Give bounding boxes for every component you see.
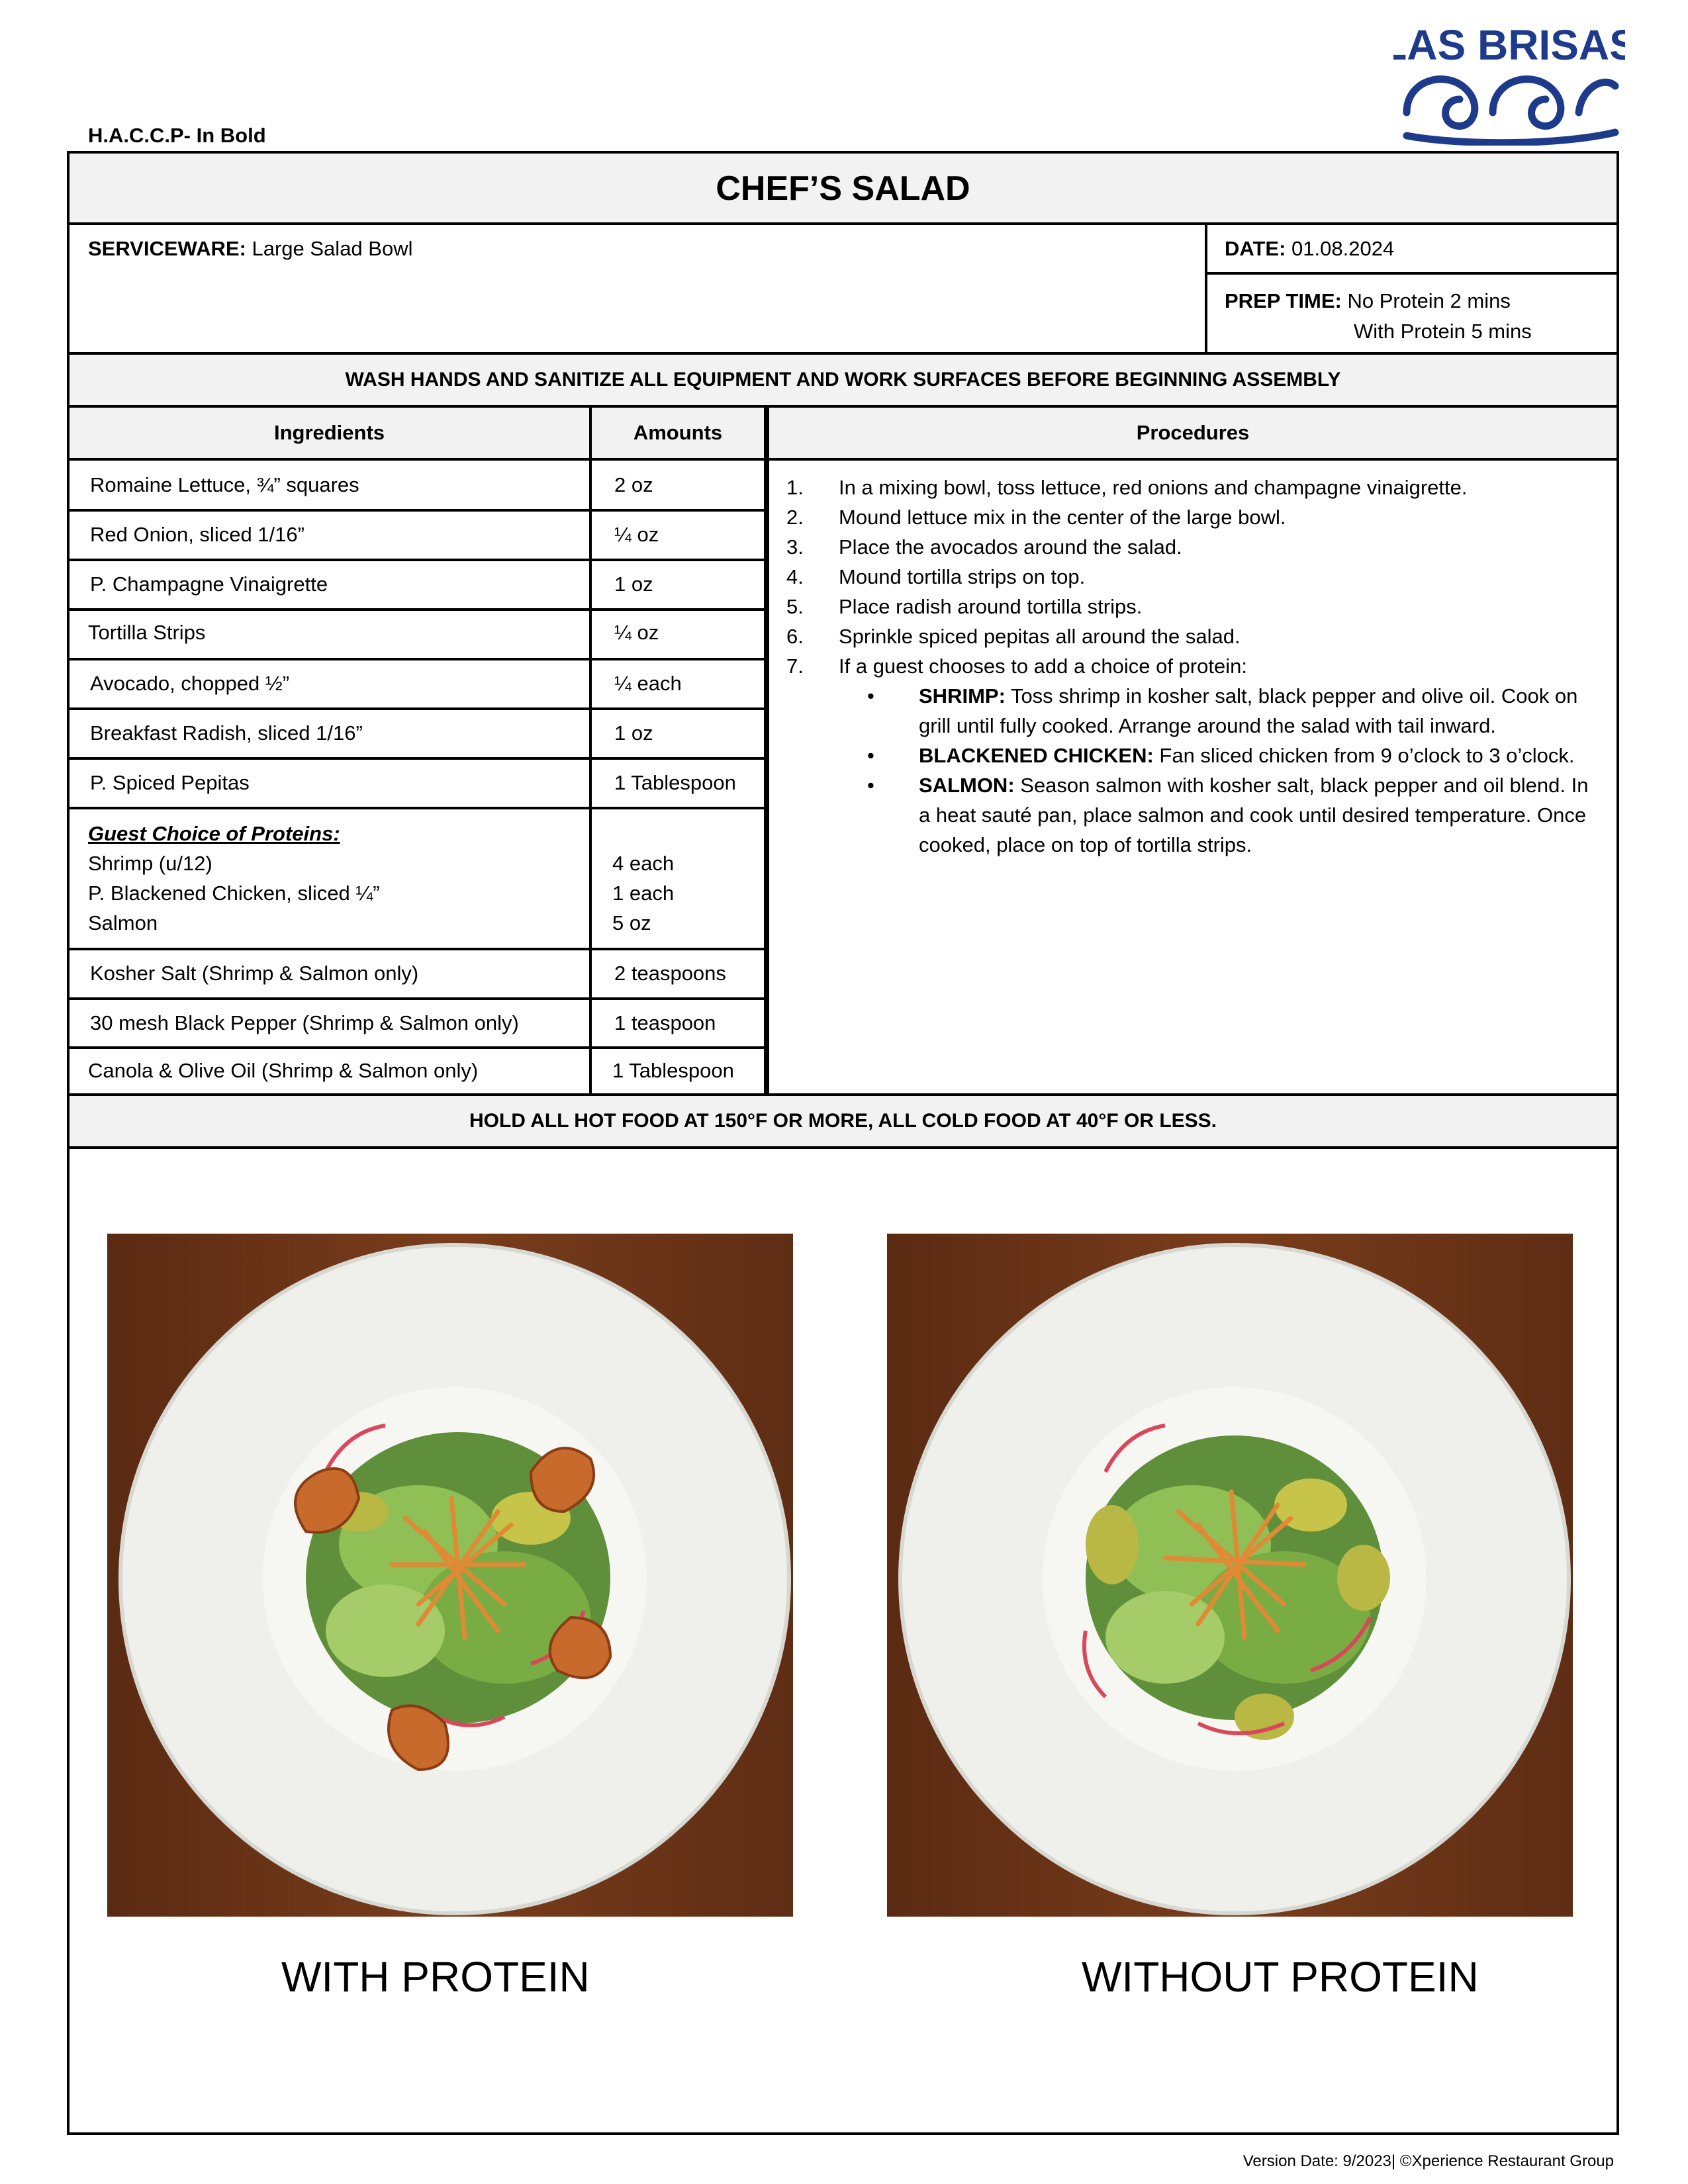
protein-name: P. Blackened Chicken, sliced ¼”: [88, 882, 380, 905]
haccp-note: H.A.C.C.P- In Bold: [88, 124, 266, 147]
serviceware-value: Large Salad Bowl: [252, 237, 413, 260]
step-number: 1.: [786, 476, 804, 499]
prep-time-label: PREP TIME:: [1225, 289, 1342, 312]
date-label: DATE:: [1225, 237, 1286, 260]
serviceware: [88, 237, 412, 261]
procedure-step: [786, 592, 1594, 621]
date-value: 01.08.2024: [1291, 237, 1395, 260]
version-footer: Version Date: 9/2023| ©Xperience Restaurant Group: [1243, 2152, 1614, 2170]
protein-name: Salmon: [88, 911, 158, 934]
las-brisas-logo: [1393, 13, 1625, 146]
procedure-step: [786, 562, 1594, 592]
step-number: 6.: [786, 625, 804, 648]
protein-amount: 4 each: [612, 852, 675, 875]
ingredient-name: P. Spiced Pepitas: [90, 771, 250, 794]
ingredient-name: P. Champagne Vinaigrette: [90, 572, 328, 596]
wash-hands-banner: WASH HANDS AND SANITIZE ALL EQUIPMENT AND WORK SURFACES BEFORE BEGINNING ASSEMBLY: [70, 355, 1617, 405]
step-text: Mound lettuce mix in the center of the large bowl.: [839, 506, 1286, 529]
seasoning-amount: 1 Tablespoon: [612, 1059, 734, 1082]
ingredient-amount: 2 oz: [614, 473, 653, 496]
serviceware-label: SERVICEWARE:: [88, 237, 246, 260]
procedure-step: [786, 473, 1594, 502]
protein-step: [867, 681, 1594, 741]
step-text: In a mixing bowl, toss lettuce, red onions and champagne vinaigrette.: [839, 476, 1468, 499]
seasoning-name: Kosher Salt (Shrimp & Salmon only): [90, 962, 419, 985]
ingredient-name: Tortilla Strips: [88, 621, 206, 644]
step-text: Place radish around tortilla strips.: [839, 595, 1143, 618]
procedure-step: [786, 532, 1594, 562]
step-number: 3.: [786, 535, 804, 559]
hold-temperature-banner: HOLD ALL HOT FOOD AT 150°F OR MORE, ALL COLD FOOD AT 40°F OR LESS.: [70, 1096, 1617, 1146]
protein-step: [867, 770, 1594, 860]
step-text: Place the avocados around the salad.: [839, 535, 1182, 559]
protein-amount: 5 oz: [612, 911, 651, 934]
procedure-step: [786, 651, 1594, 681]
procedures-list: [786, 473, 1594, 860]
step-number: 2.: [786, 506, 804, 529]
protein-name: Shrimp (u/12): [88, 852, 212, 875]
ingredient-amount: 1 oz: [614, 721, 653, 745]
step-number: 5.: [786, 595, 804, 618]
caption-without-protein: WITHOUT PROTEIN: [1082, 1953, 1479, 2001]
step-text: Mound tortilla strips on top.: [839, 565, 1086, 588]
protein-group-heading: Guest Choice of Proteins:: [88, 822, 340, 845]
procedure-step: [786, 502, 1594, 532]
bullet: •: [867, 774, 874, 797]
ingredient-amount: 1 oz: [614, 572, 653, 596]
prep-time-line2: With Protein 5 mins: [1354, 320, 1532, 343]
protein-step-text: Fan sliced chicken from 9 o’clock to 3 o’clock.: [1153, 744, 1575, 767]
protein-step-label: BLACKENED CHICKEN:: [919, 744, 1154, 767]
ingredient-amount: ¼ each: [614, 672, 682, 695]
header-amounts: Amounts: [592, 408, 764, 458]
seasoning-name: Canola & Olive Oil (Shrimp & Salmon only): [88, 1059, 479, 1082]
protein-step-label: SALMON:: [919, 774, 1015, 797]
caption-with-protein: WITH PROTEIN: [281, 1953, 590, 2001]
step-number: 7.: [786, 655, 804, 678]
ingredient-name: Romaine Lettuce, ¾” squares: [90, 473, 359, 496]
recipe-title: CHEF’S SALAD: [70, 154, 1617, 224]
protein-step-text: Season salmon with kosher salt, black pepper and oil blend. In a heat sauté pan, place salmon and cook until desired temperature. Once cooked, place on top of tortilla strips.: [919, 774, 1589, 856]
protein-amount: 1 each: [612, 882, 675, 905]
protein-step-label: SHRIMP:: [919, 684, 1006, 707]
ingredient-name: Avocado, chopped ½”: [90, 672, 290, 695]
step-text: Sprinkle spiced pepitas all around the salad.: [839, 625, 1241, 648]
seasoning-amount: 2 teaspoons: [614, 962, 726, 985]
ingredient-amount: ¼ oz: [614, 621, 659, 644]
seasoning-amount: 1 teaspoon: [614, 1011, 716, 1034]
step-number: 4.: [786, 565, 804, 588]
procedure-step: [786, 621, 1594, 651]
logo-text: LAS BRISAS: [1393, 21, 1625, 69]
bullet: •: [867, 684, 874, 707]
header-ingredients: Ingredients: [70, 408, 589, 458]
ingredient-name: Red Onion, sliced 1/16”: [90, 523, 305, 546]
salad-photo-with-protein: [107, 1234, 793, 1917]
salad-photo-without-protein: [887, 1234, 1573, 1917]
prep-time-line1: No Protein 2 mins: [1347, 289, 1511, 312]
protein-step: [867, 741, 1594, 770]
prep-time: [1225, 286, 1532, 347]
step-text: If a guest chooses to add a choice of protein:: [839, 655, 1247, 678]
seasoning-name: 30 mesh Black Pepper (Shrimp & Salmon only): [90, 1011, 519, 1034]
header-procedures: Procedures: [769, 408, 1617, 458]
protein-group: [88, 819, 380, 938]
protein-step-text: Toss shrimp in kosher salt, black pepper and olive oil. Cook on grill until fully cooked. Arrange around the salad with tail inward.: [919, 684, 1578, 737]
protein-amounts: [612, 848, 674, 938]
date: [1225, 237, 1394, 261]
ingredient-name: Breakfast Radish, sliced 1/16”: [90, 721, 363, 745]
ingredient-amount: 1 Tablespoon: [614, 771, 736, 794]
ingredient-amount: ¼ oz: [614, 523, 659, 546]
bullet: •: [867, 744, 874, 767]
